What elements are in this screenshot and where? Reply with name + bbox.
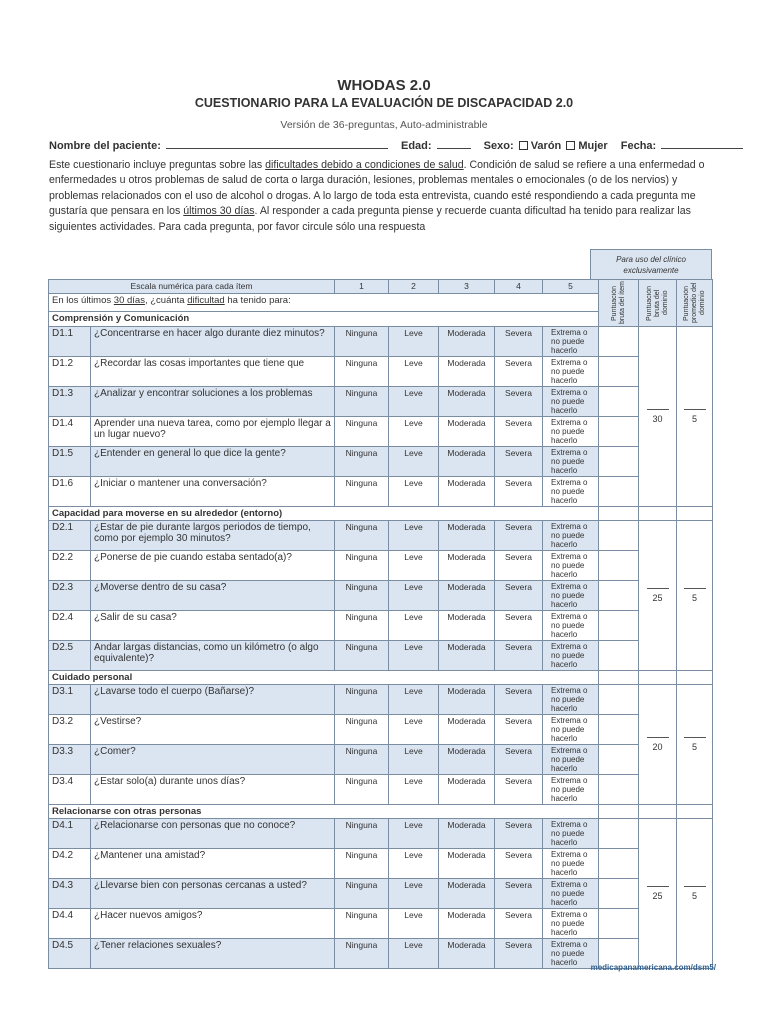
domain-average-score-value: 5 <box>691 742 697 752</box>
item-raw-score-cell[interactable] <box>599 819 639 849</box>
sex-label: Sexo: <box>483 140 514 152</box>
answer-option[interactable]: Moderada <box>439 447 495 477</box>
answer-option[interactable]: Leve <box>389 477 439 507</box>
answer-option[interactable]: Ninguna <box>335 909 389 939</box>
answer-option[interactable]: Extrema o no puede hacerlo <box>543 477 599 507</box>
answer-option[interactable]: Ninguna <box>335 611 389 641</box>
item-row <box>49 849 713 879</box>
female-checkbox[interactable] <box>566 141 575 150</box>
answer-option[interactable]: Moderada <box>439 387 495 417</box>
domain-raw-score <box>639 327 677 507</box>
item-code: D3.3 <box>49 745 91 775</box>
answer-option[interactable]: Ninguna <box>335 641 389 671</box>
answer-option[interactable]: Extrema o no puede hacerlo <box>543 775 599 805</box>
answer-option[interactable]: Moderada <box>439 745 495 775</box>
item-raw-score-cell[interactable] <box>599 357 639 387</box>
answer-option[interactable]: Leve <box>389 417 439 447</box>
item-code: D2.3 <box>49 581 91 611</box>
score-column-header <box>639 280 677 327</box>
item-row <box>49 581 713 611</box>
item-raw-score-cell[interactable] <box>599 685 639 715</box>
domain-raw-score-value: 30 <box>652 414 663 424</box>
item-code: D4.5 <box>49 939 91 969</box>
answer-option[interactable]: Ninguna <box>335 357 389 387</box>
item-text: ¿Vestirse? <box>91 715 335 745</box>
answer-option[interactable]: Ninguna <box>335 581 389 611</box>
item-raw-score-cell[interactable] <box>599 849 639 879</box>
patient-name-field[interactable] <box>166 139 388 149</box>
domain-average-score-value: 5 <box>691 891 697 901</box>
item-raw-score-cell[interactable] <box>599 551 639 581</box>
scale-value: 3 <box>439 280 495 294</box>
item-raw-score-cell[interactable] <box>599 641 639 671</box>
answer-option[interactable]: Moderada <box>439 581 495 611</box>
answer-option[interactable]: Extrema o no puede hacerlo <box>543 685 599 715</box>
answer-option[interactable]: Ninguna <box>335 477 389 507</box>
answer-option[interactable]: Severa <box>495 611 543 641</box>
item-text: ¿Tener relaciones sexuales? <box>91 939 335 969</box>
date-label: Fecha: <box>620 140 657 152</box>
item-raw-score-cell[interactable] <box>599 327 639 357</box>
answer-option[interactable]: Extrema o no puede hacerlo <box>543 819 599 849</box>
domain-average-score <box>677 521 713 671</box>
domain-raw-score <box>639 521 677 671</box>
item-raw-score-cell[interactable] <box>599 715 639 745</box>
item-row <box>49 521 713 551</box>
item-code: D3.4 <box>49 775 91 805</box>
answer-option[interactable]: Severa <box>495 775 543 805</box>
answer-option[interactable]: Severa <box>495 387 543 417</box>
score-column-header <box>599 280 639 327</box>
answer-option[interactable]: Ninguna <box>335 775 389 805</box>
item-text: ¿Mantener una amistad? <box>91 849 335 879</box>
answer-option[interactable]: Extrema o no puede hacerlo <box>543 939 599 969</box>
answer-option[interactable]: Ninguna <box>335 387 389 417</box>
answer-option[interactable]: Leve <box>389 909 439 939</box>
answer-option[interactable]: Severa <box>495 745 543 775</box>
answer-option[interactable]: Severa <box>495 327 543 357</box>
answer-option[interactable]: Leve <box>389 327 439 357</box>
clinician-use-header: Para uso del clínico exclusivamente <box>590 249 712 280</box>
answer-option[interactable]: Leve <box>389 357 439 387</box>
item-code: D2.2 <box>49 551 91 581</box>
item-code: D1.3 <box>49 387 91 417</box>
item-text: ¿Hacer nuevos amigos? <box>91 909 335 939</box>
answer-option[interactable]: Extrema o no puede hacerlo <box>543 715 599 745</box>
answer-option[interactable]: Leve <box>389 715 439 745</box>
item-raw-score-cell[interactable] <box>599 447 639 477</box>
domain-raw-score-value: 25 <box>652 891 663 901</box>
answer-option[interactable]: Leve <box>389 447 439 477</box>
answer-option[interactable]: Leve <box>389 775 439 805</box>
age-field[interactable] <box>437 139 471 149</box>
section-header-row <box>49 671 713 685</box>
item-code: D3.1 <box>49 685 91 715</box>
answer-option[interactable]: Moderada <box>439 327 495 357</box>
scale-label: Escala numérica para cada ítem <box>49 280 335 294</box>
answer-option[interactable]: Extrema o no puede hacerlo <box>543 641 599 671</box>
item-code: D1.2 <box>49 357 91 387</box>
item-raw-score-cell[interactable] <box>599 417 639 447</box>
questionnaire-table <box>48 279 713 969</box>
item-row <box>49 327 713 357</box>
item-row <box>49 477 713 507</box>
answer-option[interactable]: Extrema o no puede hacerlo <box>543 879 599 909</box>
answer-option[interactable]: Moderada <box>439 715 495 745</box>
item-code: D2.1 <box>49 521 91 551</box>
domain-average-score-value: 5 <box>691 593 697 603</box>
answer-option[interactable]: Severa <box>495 447 543 477</box>
answer-option[interactable]: Moderada <box>439 551 495 581</box>
item-row <box>49 641 713 671</box>
question-prompt: En los últimos 30 días, ¿cuánta dificultad ha tenido para: <box>49 294 599 311</box>
item-raw-score-cell[interactable] <box>599 745 639 775</box>
item-text: ¿Comer? <box>91 745 335 775</box>
score-column-label: Puntuación bruta del dominio <box>645 285 669 321</box>
answer-option[interactable]: Moderada <box>439 611 495 641</box>
section-title: Capacidad para moverse en su alrededor (entorno) <box>49 507 599 521</box>
item-raw-score-cell[interactable] <box>599 581 639 611</box>
answer-option[interactable]: Ninguna <box>335 327 389 357</box>
answer-option[interactable]: Leve <box>389 551 439 581</box>
item-row <box>49 357 713 387</box>
answer-option[interactable]: Extrema o no puede hacerlo <box>543 909 599 939</box>
item-row <box>49 879 713 909</box>
answer-option[interactable]: Severa <box>495 551 543 581</box>
item-text: ¿Lavarse todo el cuerpo (Bañarse)? <box>91 685 335 715</box>
section-title: Cuidado personal <box>49 671 599 685</box>
item-row <box>49 775 713 805</box>
score-column-label: Puntuación bruta del ítem <box>610 281 626 325</box>
answer-option[interactable]: Leve <box>389 939 439 969</box>
answer-option[interactable]: Ninguna <box>335 745 389 775</box>
answer-option[interactable]: Severa <box>495 521 543 551</box>
scale-row <box>49 280 713 294</box>
item-text: Andar largas distancias, como un kilómetro (o algo equivalente)? <box>91 641 335 671</box>
answer-option[interactable]: Extrema o no puede hacerlo <box>543 417 599 447</box>
document-title: WHODAS 2.0 <box>337 77 431 94</box>
item-text: ¿Llevarse bien con personas cercanas a usted? <box>91 879 335 909</box>
item-code: D1.1 <box>49 327 91 357</box>
section-title: Comprensión y Comunicación <box>49 311 599 326</box>
document-subtitle: CUESTIONARIO PARA LA EVALUACIÓN DE DISCAPACIDAD 2.0 <box>194 96 574 110</box>
item-text: ¿Estar solo(a) durante unos días? <box>91 775 335 805</box>
answer-option[interactable]: Moderada <box>439 775 495 805</box>
answer-option[interactable]: Moderada <box>439 909 495 939</box>
date-field[interactable] <box>661 139 743 149</box>
item-text: ¿Iniciar o mantener una conversación? <box>91 477 335 507</box>
item-code: D4.3 <box>49 879 91 909</box>
domain-raw-score-value: 25 <box>652 593 663 603</box>
answer-option[interactable]: Severa <box>495 819 543 849</box>
answer-option[interactable]: Leve <box>389 581 439 611</box>
domain-average-score <box>677 819 713 969</box>
scale-value: 1 <box>335 280 389 294</box>
answer-option[interactable]: Moderada <box>439 477 495 507</box>
item-code: D1.4 <box>49 417 91 447</box>
answer-option[interactable]: Leve <box>389 521 439 551</box>
section-header-row <box>49 507 713 521</box>
item-code: D1.5 <box>49 447 91 477</box>
item-code: D2.4 <box>49 611 91 641</box>
answer-option[interactable]: Extrema o no puede hacerlo <box>543 521 599 551</box>
item-row <box>49 819 713 849</box>
item-raw-score-cell[interactable] <box>599 879 639 909</box>
answer-option[interactable]: Severa <box>495 417 543 447</box>
answer-option[interactable]: Extrema o no puede hacerlo <box>543 357 599 387</box>
footer-url: medicapanamericana.com/dsm5/ <box>590 963 716 972</box>
section-header-row <box>49 805 713 819</box>
section-title: Relacionarse con otras personas <box>49 805 599 819</box>
answer-option[interactable]: Leve <box>389 745 439 775</box>
answer-option[interactable]: Ninguna <box>335 849 389 879</box>
answer-option[interactable]: Leve <box>389 879 439 909</box>
answer-option[interactable]: Leve <box>389 849 439 879</box>
item-row <box>49 447 713 477</box>
item-raw-score-cell[interactable] <box>599 909 639 939</box>
item-row <box>49 745 713 775</box>
answer-option[interactable]: Severa <box>495 581 543 611</box>
item-row <box>49 611 713 641</box>
answer-option[interactable]: Ninguna <box>335 819 389 849</box>
answer-option[interactable]: Moderada <box>439 521 495 551</box>
item-text: Aprender una nueva tarea, como por ejemplo llegar a un lugar nuevo? <box>91 417 335 447</box>
answer-option[interactable]: Severa <box>495 357 543 387</box>
answer-option[interactable]: Moderada <box>439 819 495 849</box>
answer-option[interactable]: Extrema o no puede hacerlo <box>543 447 599 477</box>
item-text: ¿Entender en general lo que dice la gente? <box>91 447 335 477</box>
item-code: D4.4 <box>49 909 91 939</box>
patient-info-line <box>49 139 729 152</box>
answer-option[interactable]: Ninguna <box>335 551 389 581</box>
answer-option[interactable]: Moderada <box>439 879 495 909</box>
answer-option[interactable]: Ninguna <box>335 685 389 715</box>
answer-option[interactable]: Severa <box>495 715 543 745</box>
intro-paragraph: Este cuestionario incluye preguntas sobre las dificultades debido a condiciones de salud. Condición de salud se refiere a una enfermedad o enfermedades u otros problemas de salud de corta o larga duración, lesiones, problemas mentales o emocionales (o de los nervios) y problemas relacionados con el uso de alcohol o drogas. A lo largo de toda esta entrevista, cuando esté respondiendo a cada pregunta me gustaría que pensara en los últimos 30 días. Al responder a cada pregunta piense y recuerde cuanta dificultad ha tenido para realizar las siguientes actividades. Para cada pregunta, por favor circule sólo una respuesta <box>49 159 705 233</box>
answer-option[interactable]: Leve <box>389 685 439 715</box>
answer-option[interactable]: Ninguna <box>335 715 389 745</box>
item-text: ¿Relacionarse con personas que no conoce? <box>91 819 335 849</box>
item-code: D2.5 <box>49 641 91 671</box>
answer-option[interactable]: Severa <box>495 641 543 671</box>
item-row <box>49 909 713 939</box>
scale-value: 4 <box>495 280 543 294</box>
answer-option[interactable]: Moderada <box>439 357 495 387</box>
answer-option[interactable]: Ninguna <box>335 417 389 447</box>
male-checkbox[interactable] <box>519 141 528 150</box>
scale-value: 5 <box>543 280 599 294</box>
answer-option[interactable]: Leve <box>389 819 439 849</box>
document-version: Versión de 36-preguntas, Auto-administrable <box>280 119 488 131</box>
answer-option[interactable]: Severa <box>495 685 543 715</box>
item-row <box>49 417 713 447</box>
answer-option[interactable]: Moderada <box>439 417 495 447</box>
item-text: ¿Ponerse de pie cuando estaba sentado(a)? <box>91 551 335 581</box>
answer-option[interactable]: Leve <box>389 641 439 671</box>
item-raw-score-cell[interactable] <box>599 611 639 641</box>
item-text: ¿Analizar y encontrar soluciones a los problemas <box>91 387 335 417</box>
domain-raw-score <box>639 819 677 969</box>
answer-option[interactable]: Severa <box>495 879 543 909</box>
answer-option[interactable]: Severa <box>495 939 543 969</box>
scale-value: 2 <box>389 280 439 294</box>
item-row <box>49 715 713 745</box>
answer-option[interactable]: Ninguna <box>335 939 389 969</box>
age-label: Edad: <box>400 140 432 152</box>
item-raw-score-cell[interactable] <box>599 477 639 507</box>
item-code: D4.2 <box>49 849 91 879</box>
item-raw-score-cell[interactable] <box>599 775 639 805</box>
answer-option[interactable]: Extrema o no puede hacerlo <box>543 611 599 641</box>
item-text: ¿Moverse dentro de su casa? <box>91 581 335 611</box>
item-code: D3.2 <box>49 715 91 745</box>
answer-option[interactable]: Ninguna <box>335 521 389 551</box>
domain-average-score-value: 5 <box>691 414 697 424</box>
answer-option[interactable]: Ninguna <box>335 447 389 477</box>
item-row <box>49 551 713 581</box>
patient-name-label: Nombre del paciente: <box>49 140 161 152</box>
score-column-label: Puntuación promedio del dominio <box>682 282 706 324</box>
item-text: ¿Concentrarse en hacer algo durante diez minutos? <box>91 327 335 357</box>
item-code: D4.1 <box>49 819 91 849</box>
domain-average-score <box>677 327 713 507</box>
domain-average-score <box>677 685 713 805</box>
answer-option[interactable]: Severa <box>495 477 543 507</box>
domain-raw-score <box>639 685 677 805</box>
item-row <box>49 685 713 715</box>
answer-option[interactable]: Moderada <box>439 939 495 969</box>
female-label: Mujer <box>578 140 608 152</box>
answer-option[interactable]: Moderada <box>439 641 495 671</box>
answer-option[interactable]: Extrema o no puede hacerlo <box>543 745 599 775</box>
score-column-header <box>677 280 713 327</box>
item-raw-score-cell[interactable] <box>599 387 639 417</box>
item-raw-score-cell[interactable] <box>599 521 639 551</box>
answer-option[interactable]: Extrema o no puede hacerlo <box>543 849 599 879</box>
item-text: ¿Estar de pie durante largos periodos de tiempo, como por ejemplo 30 minutos? <box>91 521 335 551</box>
answer-option[interactable]: Severa <box>495 909 543 939</box>
answer-option[interactable]: Leve <box>389 387 439 417</box>
answer-option[interactable]: Extrema o no puede hacerlo <box>543 387 599 417</box>
domain-raw-score-value: 20 <box>652 742 663 752</box>
answer-option[interactable]: Extrema o no puede hacerlo <box>543 551 599 581</box>
item-row <box>49 387 713 417</box>
answer-option[interactable]: Severa <box>495 849 543 879</box>
answer-option[interactable]: Extrema o no puede hacerlo <box>543 327 599 357</box>
answer-option[interactable]: Moderada <box>439 849 495 879</box>
male-label: Varón <box>530 140 562 152</box>
item-text: ¿Recordar las cosas importantes que tiene que <box>91 357 335 387</box>
answer-option[interactable]: Moderada <box>439 685 495 715</box>
answer-option[interactable]: Leve <box>389 611 439 641</box>
answer-option[interactable]: Ninguna <box>335 879 389 909</box>
item-code: D1.6 <box>49 477 91 507</box>
answer-option[interactable]: Extrema o no puede hacerlo <box>543 581 599 611</box>
item-text: ¿Salir de su casa? <box>91 611 335 641</box>
